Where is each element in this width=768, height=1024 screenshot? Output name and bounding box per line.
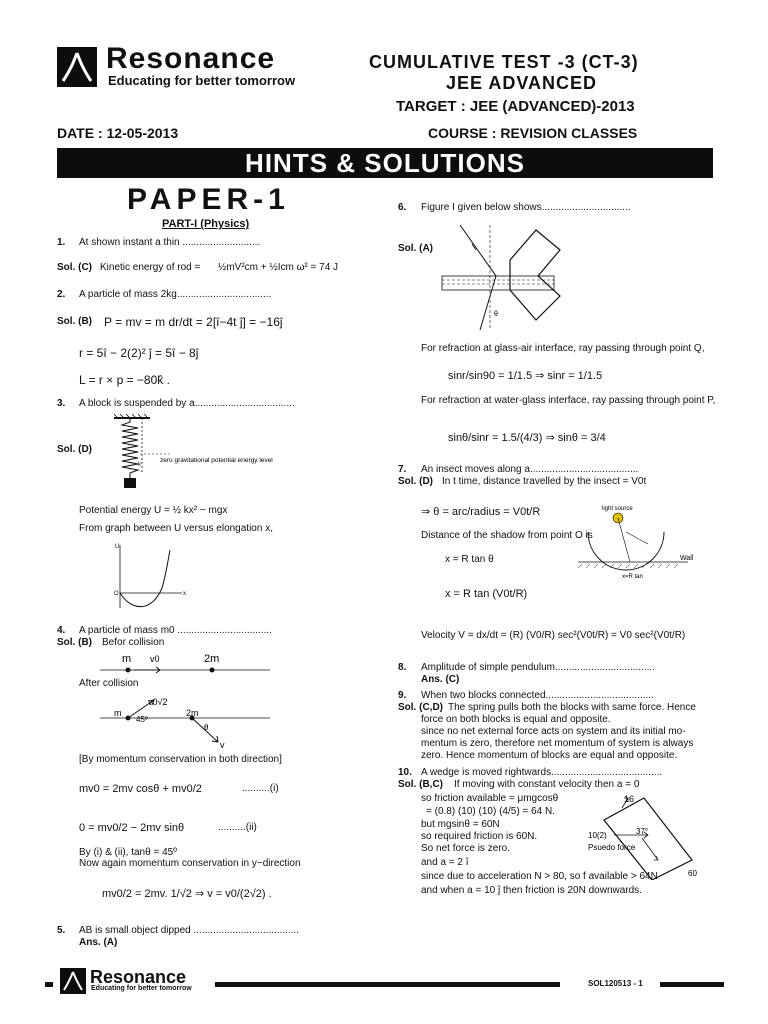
sol3-label: Sol. (D): [57, 444, 92, 455]
sol4-eq1: mv0 = 2mv cosθ + mv0/2: [79, 783, 202, 795]
q1-number: 1.: [57, 237, 66, 248]
sol7-theta: ⇒ θ = arc/radius = V0t/R: [421, 506, 541, 518]
q3-number: 3.: [57, 398, 66, 409]
sol1-text: Kinetic energy of rod =: [100, 262, 201, 273]
refraction-figure: [440, 220, 590, 340]
sol6-eq2: sinθ/sinr = 1.5/(4/3) ⇒ sinθ = 3/4: [448, 432, 606, 444]
sol4-final: mv0/2 = 2mv. 1/√2 ⇒ v = v0/(2√2) .: [102, 888, 272, 900]
graph-U-label: U: [115, 544, 120, 550]
sol7-x1: x = R tan θ: [445, 554, 494, 565]
bowl-figure: [578, 504, 708, 584]
q4-number: 4.: [57, 625, 66, 636]
q2-number: 2.: [57, 289, 66, 300]
sol1-label: Sol. (C): [57, 262, 92, 273]
wedge-pseudo-label: Psuedo force: [588, 843, 636, 852]
sol3-graph-text: From graph between U versus elongation x,: [79, 523, 273, 534]
date-label: DATE : 12-05-2013: [57, 125, 179, 141]
sol4-eq2-tag: ..........(ii): [218, 822, 257, 833]
sol10-line2: so friction available = μmgcosθ: [421, 793, 559, 804]
sol10-line6: So net force is zero.: [421, 843, 510, 854]
after-2m-label: 2m: [186, 708, 199, 718]
sol2-r-eq: r = 5î − 2(2)² ĵ = 5î − 8ĵ: [79, 346, 199, 360]
q5-text: AB is small object dipped ......................................: [79, 925, 300, 936]
sol6-eq1: sinr/sin90 = 1/1.5 ⇒ sinr = 1/1.5: [448, 370, 603, 382]
graph-x-label: x: [183, 591, 186, 597]
q5-number: 5.: [57, 925, 66, 936]
sol7-label: Sol. (D): [398, 476, 433, 487]
paper-title: PAPER-1: [127, 183, 290, 216]
sol10-line7: and a = 2 î: [421, 857, 469, 868]
brand-name: Resonance: [106, 42, 276, 75]
sol10-label: Sol. (B,C): [398, 779, 443, 790]
shadow-x-label: x=R tan: [622, 574, 643, 580]
potential-graph: [110, 540, 190, 615]
sol9-label: Sol. (C,D): [398, 702, 443, 713]
q6-number: 6.: [398, 202, 407, 213]
zero-pe-note: zero gravitational potential energy level: [160, 457, 273, 464]
graph-O-label: O: [114, 591, 119, 597]
sol4-by: By (i) & (ii), tanθ = 45º: [79, 847, 177, 858]
before-collision-figure: [100, 650, 280, 680]
ans8: Ans. (C): [421, 674, 460, 685]
sol2-L-eq: L = r × p = −80k̂ .: [79, 373, 170, 387]
sol9-line4: mentum is zero, therefore net momentum of system is always: [421, 738, 694, 749]
sol4-eq2: 0 = mv0/2 − 2mv sinθ: [79, 822, 185, 834]
sol7-dist: Distance of the shadow from point O is: [421, 530, 593, 541]
q4-text: A particle of mass m0 ..................................: [79, 625, 272, 636]
sol7-text: In t time, distance travelled by the insect = V0t: [442, 476, 647, 487]
sol10-line3: = (0.8) (10) (10) (4/5) = 64 N.: [426, 806, 555, 817]
part-label: PART-I (Physics): [162, 218, 250, 230]
q8-text: Amplitude of simple pendulum....................................: [421, 662, 655, 673]
sol4-again: Now again momentum conservation in y−direction: [79, 858, 301, 869]
ans5: Ans. (A): [79, 937, 118, 948]
wedge-figure: [584, 790, 704, 880]
footer-rule-long: [215, 982, 560, 987]
sol9-line2: force on both blocks is equal and opposite.: [421, 714, 611, 725]
after-45-label: 45º: [136, 715, 148, 724]
sol10-line8: since due to acceleration N > 80, so f available > 64N: [421, 871, 658, 882]
footer-logo-icon: [60, 968, 86, 994]
wedge-16-label: 16: [624, 794, 635, 804]
q9-text: When two blocks connected.......................................: [421, 690, 654, 701]
footer-code: SOL120513 - 1: [588, 979, 643, 988]
footer-rule: [45, 982, 53, 987]
sol4-after: After collision: [79, 678, 139, 689]
sol6-water: For refraction at water-glass interface, ray passing through point P,: [421, 395, 716, 406]
q10-text: A wedge is moved rightwards........................................: [421, 767, 663, 778]
sol9-line5: zero. Hence momentum of blocks are equal and opposite.: [421, 750, 678, 761]
brand-tagline: Educating for better tomorrow: [108, 73, 296, 88]
q6-text: Figure I given below shows................................: [421, 202, 631, 213]
q10-number: 10.: [398, 767, 412, 778]
after-v-label: v: [220, 740, 225, 750]
sol10-line9: and when a = 10 ĵ then friction is 20N downwards.: [421, 885, 642, 896]
exam-title: JEE ADVANCED: [446, 73, 598, 93]
wedge-60-label: 60: [688, 869, 697, 878]
sol9-line1: The spring pulls both the blocks with same force. Hence: [448, 702, 696, 713]
sol10-line4: but mgsinθ = 60N: [421, 819, 500, 830]
before-2m-label: 2m: [204, 653, 220, 665]
sol4-label: Sol. (B): [57, 637, 92, 648]
sol10-line1: If moving with constant velocity then a = 0: [454, 779, 640, 790]
solutions-banner: HINTS & SOLUTIONS: [57, 148, 713, 178]
footer-brand: Resonance: [90, 967, 187, 987]
sol7-x2: x = R tan (V0t/R): [445, 588, 528, 600]
q9-number: 9.: [398, 690, 407, 701]
q8-number: 8.: [398, 662, 407, 673]
sol2-label: Sol. (B): [57, 316, 92, 327]
wedge-102-label: 10(2): [588, 831, 607, 840]
sol1-formula: ½mV²cm + ½Icm ω² = 74 J: [218, 262, 339, 273]
sol6-label: Sol. (A): [398, 243, 433, 254]
test-title: CUMULATIVE TEST -3 (CT-3): [369, 52, 639, 72]
light-source-label: light source: [602, 506, 633, 512]
spring-k-label: k: [138, 462, 141, 468]
before-m-label: m: [122, 653, 132, 665]
sol6-glass: For refraction at glass-air interface, ray passing through point Q,: [421, 343, 705, 354]
q7-text: An insect moves along a.......................................: [421, 464, 639, 475]
sol3-pe: Potential energy U = ½ kx² − mgx: [79, 505, 228, 516]
q3-text: A block is suspended by a....................................: [79, 398, 295, 409]
before-v0-label: v0: [150, 654, 160, 664]
refraction-theta-label: θ: [494, 311, 498, 318]
after-collision-figure: [100, 696, 280, 751]
wall-label: Wall: [680, 555, 694, 562]
q7-number: 7.: [398, 464, 407, 475]
course-label: COURSE : REVISION CLASSES: [428, 125, 638, 141]
sol4-momentum: [By momentum conservation in both direction]: [79, 754, 282, 765]
wedge-37-label: 37°: [636, 827, 649, 836]
after-m-label: m: [114, 708, 122, 718]
sol2-formula: P = mv = m dr/dt = 2[î−4t ĵ] = −16ĵ: [104, 315, 283, 329]
target-label: TARGET : JEE (ADVANCED)-2013: [396, 98, 635, 115]
sol4-eq1-tag: ..........(i): [242, 783, 279, 794]
footer-rule-end: [660, 982, 724, 987]
sol9-line3: since no net external force acts on system and its initial mo-: [421, 726, 686, 737]
after-theta-label: θ: [204, 723, 209, 732]
sol4-before: Befor collision: [102, 637, 165, 648]
q2-text: A particle of mass 2kg..................................: [79, 289, 272, 300]
spring-figure: [110, 414, 280, 494]
footer-tagline: Educating for better tomorrow: [91, 985, 192, 992]
after-v0root2-label: v0√2: [148, 697, 168, 707]
sol10-line5: so required friction is 60N.: [421, 831, 538, 842]
q1-text: At shown instant a thin ............................: [79, 237, 261, 248]
sol7-velocity: Velocity V = dx/dt = (R) (V0/R) sec²(V0t/R) = V0 sec²(V0t/R): [421, 630, 686, 641]
logo-icon: [57, 47, 97, 87]
